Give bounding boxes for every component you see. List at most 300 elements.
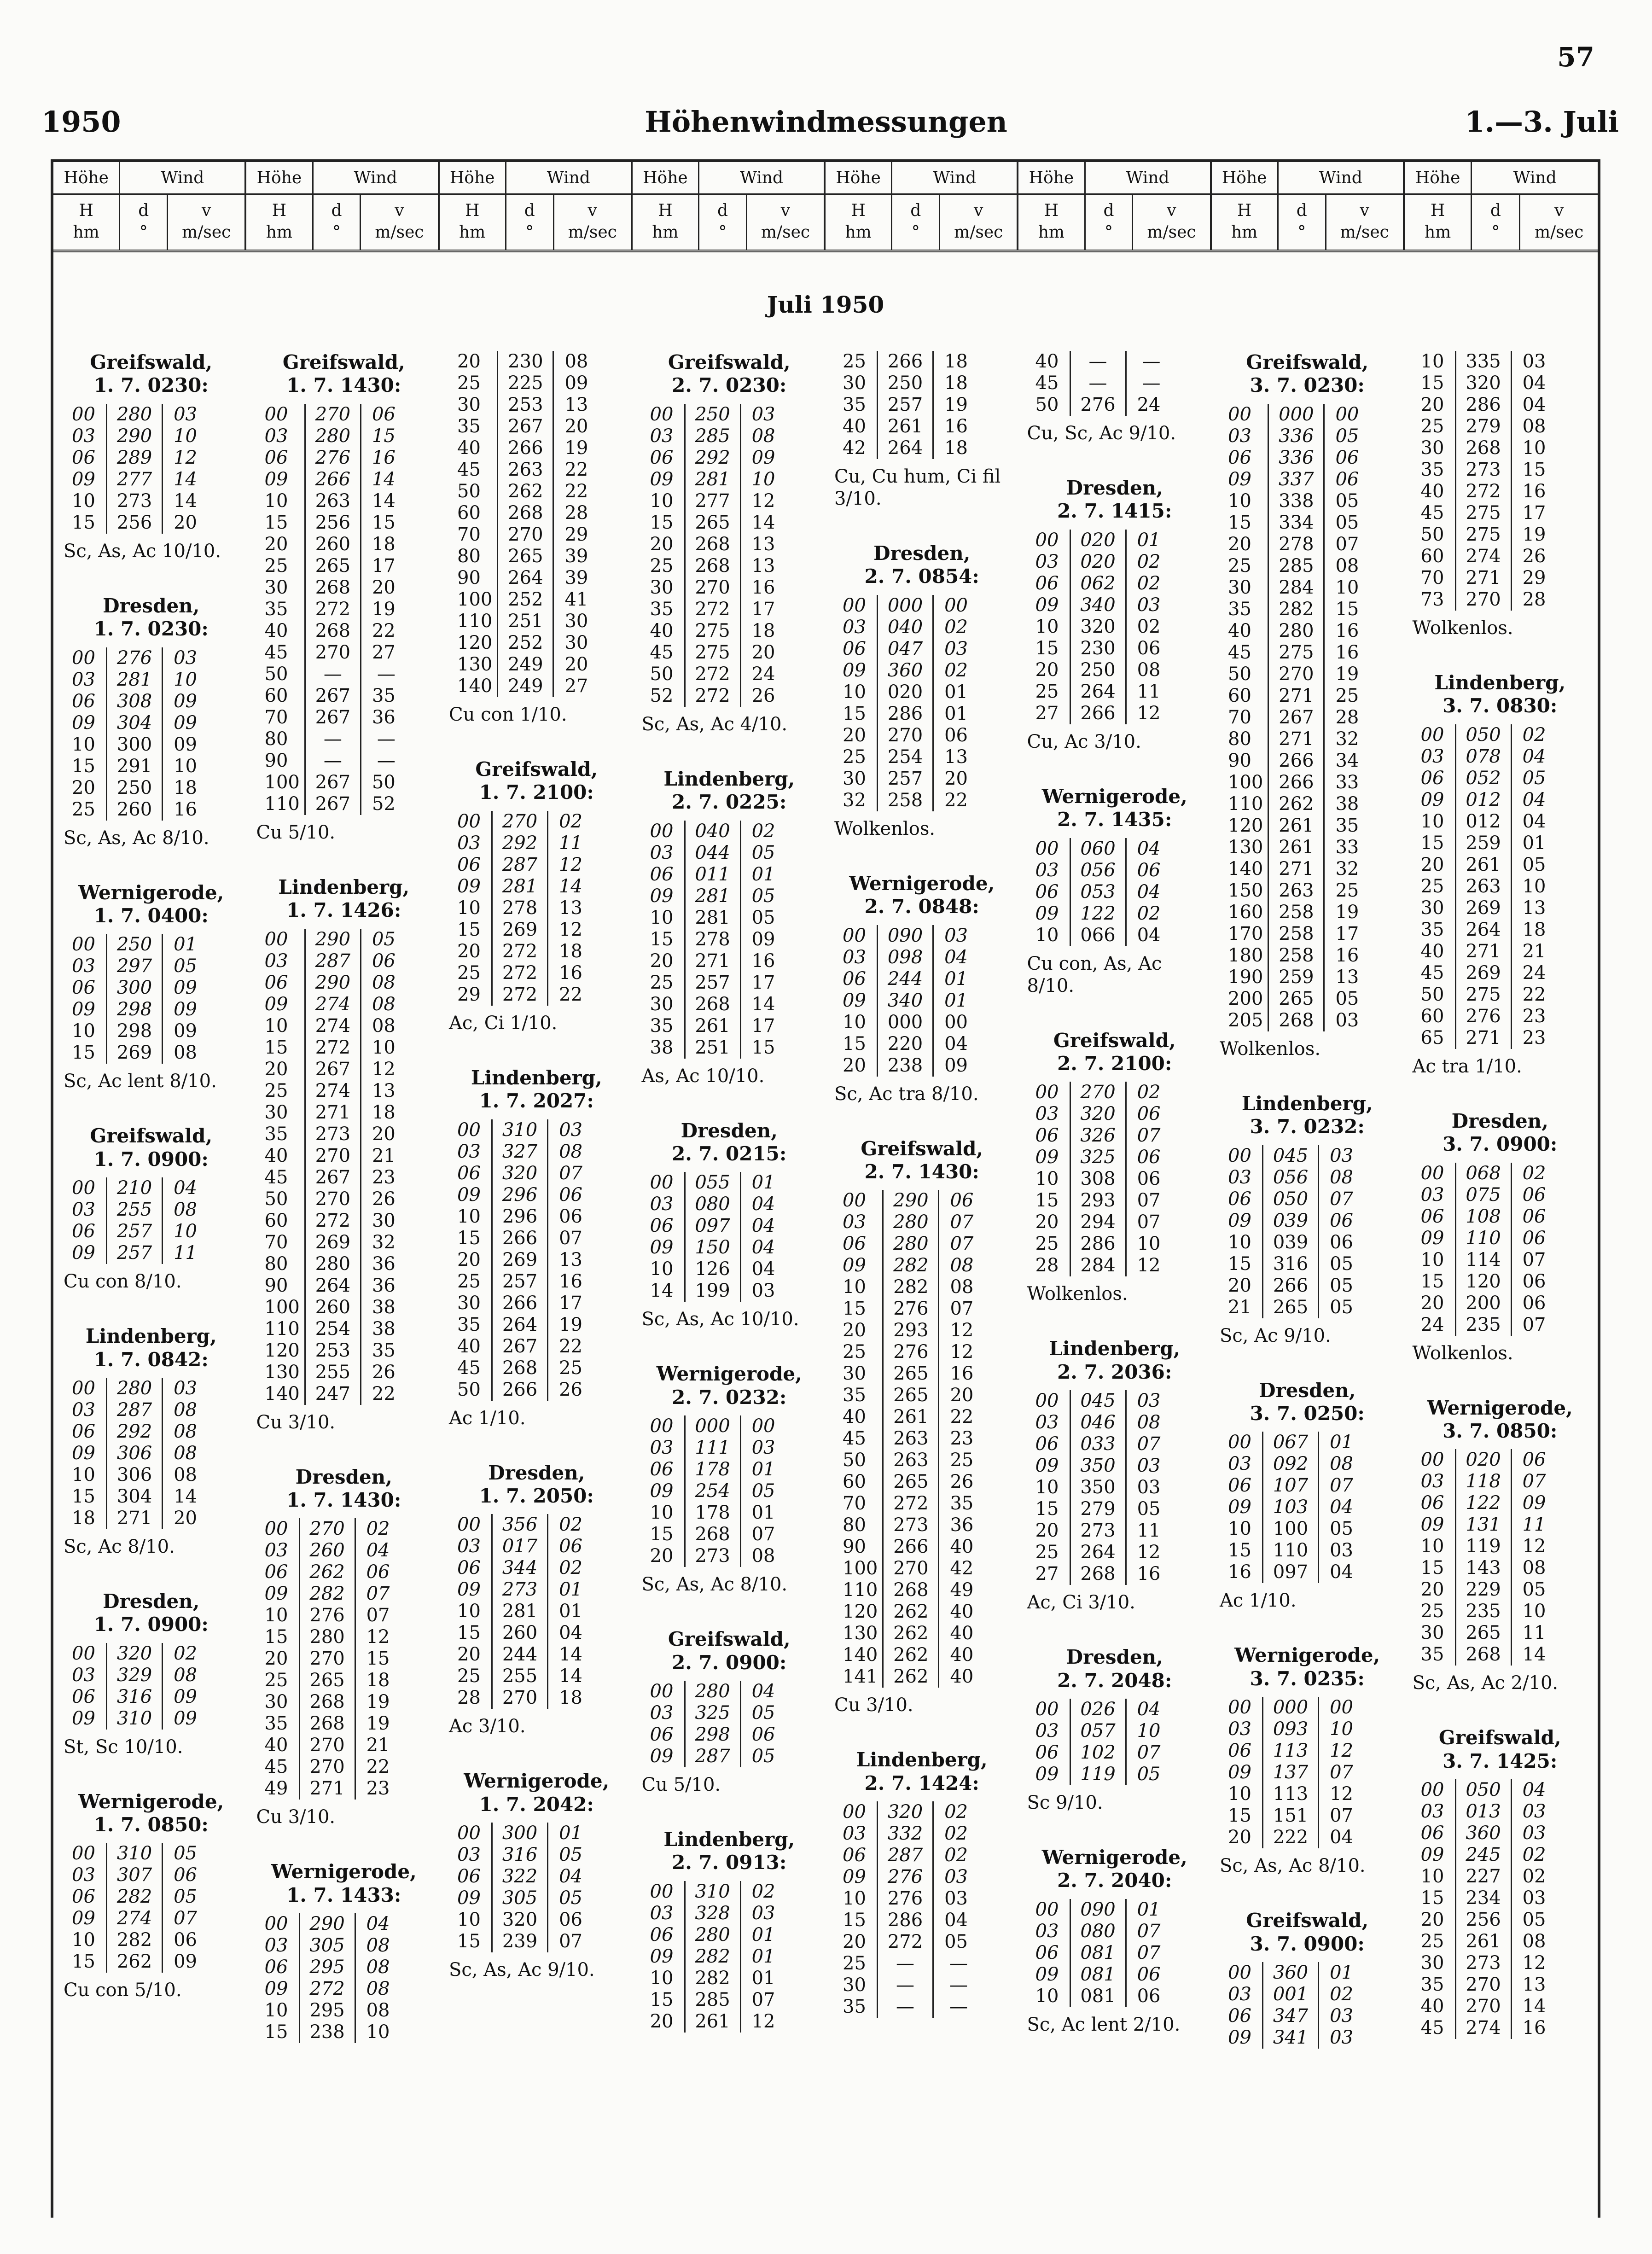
direction-cell: 295 bbox=[299, 1957, 355, 1978]
cloud-note: Wolkenlos. bbox=[1412, 1342, 1513, 1364]
direction-cell: 067 bbox=[1263, 1432, 1319, 1453]
table-row bbox=[646, 490, 780, 512]
direction-cell: 131 bbox=[1455, 1514, 1511, 1536]
height-cell: 60 bbox=[264, 1210, 288, 1231]
station-name: Lindenberg, bbox=[856, 1748, 988, 1771]
table-row bbox=[260, 1605, 395, 1626]
direction-cell: — bbox=[878, 1974, 933, 1996]
speed-cell: 03 bbox=[1522, 1823, 1546, 1844]
direction-cell: 280 bbox=[107, 404, 163, 425]
table-row bbox=[260, 728, 400, 750]
direction-cell: 020 bbox=[878, 681, 933, 703]
table-row bbox=[646, 1746, 780, 1767]
direction-cell: 279 bbox=[1070, 1498, 1126, 1520]
station-name: Dresden, bbox=[681, 1119, 778, 1142]
observation-time: 3. 7. 1425: bbox=[1443, 1749, 1558, 1772]
height-cell: 20 bbox=[1420, 1909, 1444, 1931]
speed-cell: — bbox=[1142, 373, 1161, 394]
direction-cell: 200 bbox=[1455, 1293, 1511, 1314]
speed-cell: 04 bbox=[366, 1913, 390, 1935]
table-row bbox=[1223, 577, 1363, 599]
direction-cell: 000 bbox=[685, 1415, 740, 1437]
direction-cell: 250 bbox=[107, 934, 163, 955]
station-name: Wernigerode, bbox=[1234, 1644, 1380, 1667]
sounding-block bbox=[64, 1790, 239, 2002]
direction-cell: 266 bbox=[305, 469, 361, 490]
sounding-block bbox=[1413, 1110, 1588, 1364]
speed-cell: 10 bbox=[1522, 437, 1546, 459]
speed-cell: — bbox=[377, 750, 396, 771]
height-cell: 03 bbox=[1035, 1720, 1059, 1741]
speed-cell: 01 bbox=[1330, 1962, 1353, 1983]
station-name: Wernigerode, bbox=[1041, 1846, 1187, 1869]
height-cell: 06 bbox=[1035, 1741, 1059, 1763]
speed-cell: 05 bbox=[1335, 512, 1359, 533]
speed-cell: 06 bbox=[1137, 1985, 1161, 2007]
table-row bbox=[1223, 945, 1363, 967]
cloud-note: Sc, As, Ac 8/10. bbox=[1220, 1855, 1366, 1877]
wind-table bbox=[1416, 1779, 1551, 2039]
height-cell: 50 bbox=[264, 663, 288, 685]
table-row bbox=[260, 1691, 395, 1713]
table-row bbox=[1223, 1432, 1358, 1453]
direction-cell: 262 bbox=[498, 481, 553, 502]
table-row bbox=[1223, 555, 1363, 577]
speed-cell: 07 bbox=[559, 1931, 582, 1952]
speed-cell: 07 bbox=[1137, 1920, 1161, 1942]
table-row bbox=[1031, 681, 1165, 703]
direction-cell: 275 bbox=[1455, 524, 1511, 546]
direction-cell: 097 bbox=[685, 1215, 740, 1237]
height-cell: 03 bbox=[264, 425, 288, 447]
direction-cell: 268 bbox=[685, 534, 740, 555]
table-row bbox=[67, 1508, 202, 1529]
wind-table bbox=[838, 1190, 978, 1688]
speed-cell: 13 bbox=[944, 746, 968, 768]
table-row bbox=[1223, 1540, 1358, 1561]
direction-cell: 001 bbox=[1263, 1984, 1319, 2005]
direction-cell: 254 bbox=[685, 1480, 740, 1502]
direction-cell: 262 bbox=[299, 1561, 355, 1583]
direction-cell: 310 bbox=[492, 1119, 548, 1141]
height-cell: 00 bbox=[1228, 1145, 1251, 1166]
height-cell: 06 bbox=[72, 447, 95, 468]
table-row bbox=[838, 768, 972, 790]
height-cell: 03 bbox=[1228, 1983, 1251, 2005]
table-row bbox=[1416, 1779, 1551, 1801]
station-name: Greifswald, bbox=[668, 351, 791, 373]
header-d: d bbox=[910, 201, 921, 221]
direction-cell: 045 bbox=[1263, 1145, 1319, 1167]
station-name: Wernigerode, bbox=[1427, 1396, 1573, 1419]
header-d: d bbox=[331, 201, 342, 221]
wind-table bbox=[838, 351, 972, 459]
height-cell: 25 bbox=[1035, 1233, 1059, 1255]
direction-cell: 286 bbox=[1455, 394, 1511, 416]
height-cell: 15 bbox=[843, 703, 866, 724]
height-cell: 20 bbox=[650, 1545, 674, 1567]
height-cell: 03 bbox=[457, 832, 481, 854]
cloud-note: Sc, As, Ac 10/10. bbox=[64, 540, 221, 562]
cloud-note: Cu con 1/10. bbox=[449, 704, 567, 725]
table-row bbox=[838, 660, 972, 681]
height-cell: 35 bbox=[843, 1385, 866, 1406]
height-cell: 06 bbox=[1228, 1188, 1251, 1210]
table-row bbox=[838, 416, 972, 437]
table-row bbox=[453, 1141, 587, 1163]
direction-cell: 292 bbox=[685, 447, 740, 469]
height-cell: 42 bbox=[843, 437, 866, 459]
height-cell: 30 bbox=[650, 993, 674, 1015]
speed-cell: 08 bbox=[564, 351, 588, 372]
height-cell: 06 bbox=[1228, 447, 1251, 468]
table-row bbox=[838, 1276, 978, 1298]
direction-cell: 347 bbox=[1263, 2005, 1319, 2027]
speed-cell: 08 bbox=[174, 1421, 197, 1442]
table-row bbox=[67, 1464, 202, 1486]
direction-cell: 000 bbox=[878, 1012, 933, 1033]
height-cell: 60 bbox=[457, 502, 481, 524]
height-cell: 40 bbox=[264, 1145, 288, 1166]
speed-cell: 12 bbox=[1137, 702, 1161, 724]
height-cell: 03 bbox=[264, 1540, 288, 1561]
direction-cell: 337 bbox=[1268, 469, 1324, 490]
table-row bbox=[67, 1020, 202, 1042]
height-cell: 10 bbox=[650, 1967, 674, 1989]
height-cell: 29 bbox=[457, 984, 481, 1005]
table-row bbox=[1031, 1190, 1165, 1211]
direction-cell: 000 bbox=[878, 595, 933, 617]
direction-cell: 320 bbox=[107, 1643, 163, 1665]
observation-time: 3. 7. 0232: bbox=[1250, 1115, 1365, 1138]
direction-cell: 316 bbox=[1263, 1253, 1319, 1275]
sounding-block bbox=[642, 1119, 817, 1331]
direction-cell: 257 bbox=[878, 768, 933, 790]
speed-cell: 01 bbox=[751, 1945, 775, 1967]
height-cell: 140 bbox=[457, 676, 493, 697]
direction-cell: 280 bbox=[305, 425, 361, 447]
speed-cell: 03 bbox=[174, 403, 197, 425]
table-row bbox=[1416, 941, 1551, 962]
table-row bbox=[1416, 1184, 1551, 1206]
height-cell: 00 bbox=[650, 1680, 674, 1702]
height-cell: 30 bbox=[843, 1363, 866, 1385]
cloud-note: Sc, Ac 8/10. bbox=[64, 1536, 175, 1557]
speed-cell: 09 bbox=[1522, 1492, 1546, 1514]
station-name: Dresden, bbox=[1451, 1109, 1548, 1132]
height-cell: 80 bbox=[843, 1514, 866, 1536]
height-cell: 10 bbox=[650, 1502, 674, 1524]
direction-cell: 270 bbox=[299, 1735, 355, 1756]
table-row bbox=[67, 669, 202, 691]
speed-cell: 14 bbox=[559, 1644, 582, 1666]
height-cell: 15 bbox=[1420, 1270, 1444, 1292]
height-cell: 27 bbox=[1035, 1563, 1059, 1585]
header-deg: ° bbox=[1297, 223, 1306, 242]
height-cell: 09 bbox=[264, 468, 288, 490]
table-row bbox=[1416, 768, 1551, 789]
header-hm: hm bbox=[73, 223, 99, 242]
wind-table bbox=[646, 1881, 780, 2033]
height-cell: 06 bbox=[72, 690, 95, 712]
height-cell: 09 bbox=[1035, 1963, 1059, 1985]
direction-cell: 340 bbox=[1070, 594, 1126, 616]
speed-cell: 05 bbox=[1137, 1498, 1161, 1520]
wind-table bbox=[646, 1415, 780, 1567]
direction-cell: 122 bbox=[1455, 1492, 1511, 1514]
speed-cell: 04 bbox=[1522, 1779, 1546, 1801]
height-cell: 30 bbox=[650, 577, 674, 598]
sounding-block bbox=[1413, 1726, 1588, 2039]
height-cell: 15 bbox=[650, 928, 674, 950]
table-row bbox=[260, 1626, 395, 1648]
height-cell: 80 bbox=[1228, 728, 1251, 750]
speed-cell: 36 bbox=[372, 1275, 396, 1296]
table-row bbox=[838, 1298, 978, 1320]
table-row bbox=[1223, 642, 1363, 664]
height-cell: 20 bbox=[264, 1058, 288, 1080]
direction-cell: 250 bbox=[1070, 659, 1126, 681]
direction-cell: 267 bbox=[498, 416, 553, 437]
direction-cell: 254 bbox=[878, 746, 933, 768]
direction-cell: 270 bbox=[299, 1756, 355, 1778]
height-cell: 10 bbox=[1420, 810, 1444, 832]
height-cell: 25 bbox=[457, 1666, 481, 1687]
table-row bbox=[67, 1908, 202, 1929]
cloud-note: Ac, Ci 1/10. bbox=[449, 1012, 558, 1034]
cloud-note: As, Ac 10/10. bbox=[641, 1065, 765, 1087]
sounding-block bbox=[834, 1137, 1010, 1717]
table-row bbox=[838, 1211, 978, 1233]
direction-cell: 320 bbox=[1455, 373, 1511, 394]
sounding-block bbox=[64, 594, 239, 849]
table-row bbox=[453, 962, 587, 984]
header-hoehe: Höhe bbox=[633, 162, 699, 193]
speed-cell: 04 bbox=[1330, 1827, 1353, 1848]
speed-cell: 01 bbox=[944, 703, 968, 724]
direction-cell: 098 bbox=[878, 947, 933, 968]
table-row bbox=[1416, 833, 1551, 854]
table-row bbox=[1416, 789, 1551, 811]
table-row bbox=[1031, 351, 1165, 373]
direction-cell: 150 bbox=[685, 1237, 740, 1258]
direction-cell: 273 bbox=[305, 1124, 361, 1145]
direction-cell: 040 bbox=[878, 617, 933, 638]
height-cell: 00 bbox=[1035, 529, 1059, 551]
sounding-block bbox=[1220, 1909, 1395, 2049]
height-cell: 06 bbox=[72, 977, 95, 999]
speed-cell: 23 bbox=[950, 1428, 974, 1450]
direction-cell: 265 bbox=[299, 1670, 355, 1691]
table-row bbox=[1416, 1996, 1551, 2017]
header-hm: hm bbox=[652, 223, 679, 242]
direction-cell: 102 bbox=[1070, 1742, 1126, 1764]
sounding-block bbox=[449, 1066, 624, 1429]
speed-cell: 05 bbox=[1330, 1275, 1353, 1296]
data-columns bbox=[57, 351, 1594, 2081]
table-row bbox=[646, 1459, 780, 1480]
table-row bbox=[67, 647, 202, 669]
speed-cell: 12 bbox=[950, 1320, 974, 1341]
direction-cell: 261 bbox=[685, 1015, 740, 1037]
speed-cell: 17 bbox=[751, 1015, 775, 1037]
speed-cell: 01 bbox=[751, 1924, 775, 1945]
height-cell: 06 bbox=[1035, 572, 1059, 594]
speed-cell: 08 bbox=[174, 1464, 197, 1485]
table-row bbox=[1223, 1188, 1358, 1210]
direction-cell: 275 bbox=[685, 620, 740, 642]
direction-cell: 267 bbox=[305, 1059, 361, 1080]
table-row bbox=[67, 1708, 202, 1730]
direction-cell: 273 bbox=[1455, 1952, 1511, 1974]
observation-time: 2. 7. 1435: bbox=[1057, 808, 1172, 831]
table-row bbox=[838, 1996, 972, 2018]
direction-cell: 290 bbox=[305, 929, 361, 950]
header-h: H bbox=[1430, 201, 1445, 221]
direction-cell: 282 bbox=[1268, 599, 1324, 620]
header-deg: ° bbox=[139, 223, 148, 242]
height-cell: 00 bbox=[843, 1801, 866, 1823]
direction-cell: 273 bbox=[1455, 459, 1511, 481]
height-cell: 06 bbox=[457, 854, 481, 875]
height-cell: 10 bbox=[264, 1605, 288, 1626]
sounding-block bbox=[449, 1462, 624, 1738]
table-row bbox=[260, 929, 400, 950]
speed-cell: 08 bbox=[366, 1957, 390, 1978]
header-deg: ° bbox=[911, 223, 920, 242]
height-cell: 30 bbox=[843, 373, 866, 394]
observation-time: 2. 7. 0913: bbox=[672, 1851, 787, 1874]
speed-cell: 22 bbox=[559, 984, 582, 1005]
speed-cell: 01 bbox=[559, 1601, 582, 1622]
table-row bbox=[1223, 1827, 1358, 1848]
table-row bbox=[453, 1336, 587, 1357]
height-cell: 00 bbox=[1035, 1698, 1059, 1720]
speed-cell: 03 bbox=[1330, 1540, 1353, 1561]
table-row bbox=[1223, 512, 1363, 534]
table-row bbox=[838, 703, 972, 725]
speed-cell: 06 bbox=[1137, 1103, 1161, 1125]
height-cell: 06 bbox=[843, 1233, 866, 1255]
speed-cell: 13 bbox=[1522, 897, 1546, 919]
height-cell: 10 bbox=[1420, 1866, 1444, 1887]
speed-cell: 22 bbox=[559, 1335, 582, 1357]
speed-cell: 02 bbox=[944, 616, 968, 638]
speed-cell: 05 bbox=[1330, 1253, 1353, 1275]
observation-time: 1. 7. 1430: bbox=[286, 1488, 401, 1511]
table-row bbox=[838, 437, 972, 459]
speed-cell: 07 bbox=[1137, 1433, 1161, 1455]
table-row bbox=[838, 1255, 978, 1276]
speed-cell: 09 bbox=[174, 1686, 197, 1707]
speed-cell: 12 bbox=[174, 447, 197, 468]
table-row bbox=[1031, 1211, 1165, 1233]
speed-cell: 05 bbox=[174, 1843, 197, 1864]
table-row bbox=[260, 1540, 395, 1561]
table-row bbox=[646, 1524, 780, 1545]
table-row bbox=[838, 1012, 972, 1033]
speed-cell: 03 bbox=[1137, 1390, 1161, 1412]
height-cell: 25 bbox=[457, 373, 481, 394]
direction-cell: 281 bbox=[107, 669, 163, 691]
speed-cell: 04 bbox=[944, 1910, 968, 1931]
table-row bbox=[646, 1502, 780, 1524]
speed-cell: 03 bbox=[1330, 2027, 1353, 2048]
header-v: v bbox=[1167, 201, 1176, 221]
height-cell: 03 bbox=[1420, 746, 1444, 767]
table-row bbox=[260, 1518, 395, 1540]
speed-cell: 15 bbox=[1335, 598, 1359, 620]
wind-table bbox=[1031, 351, 1165, 416]
table-row bbox=[260, 1913, 395, 1935]
height-cell: 25 bbox=[264, 1670, 288, 1691]
direction-cell: 316 bbox=[492, 1844, 548, 1866]
height-cell: 09 bbox=[457, 1887, 481, 1909]
direction-cell: 262 bbox=[883, 1644, 939, 1666]
speed-cell: 07 bbox=[559, 1162, 582, 1184]
speed-cell: 32 bbox=[1335, 858, 1359, 879]
speed-cell: 04 bbox=[1137, 838, 1161, 859]
station-name: Wernigerode, bbox=[464, 1770, 610, 1793]
sounding-block bbox=[1220, 1379, 1395, 1612]
table-row bbox=[1031, 1742, 1165, 1764]
direction-cell: 280 bbox=[305, 1253, 361, 1275]
direction-cell: 264 bbox=[498, 567, 553, 589]
speed-cell: 52 bbox=[372, 793, 396, 815]
speed-cell: 28 bbox=[1522, 589, 1546, 610]
direction-cell: 013 bbox=[1455, 1801, 1511, 1823]
direction-cell: 268 bbox=[1070, 1563, 1126, 1585]
cloud-note: Cu, Sc, Ac 9/10. bbox=[1027, 423, 1176, 444]
table-row bbox=[1416, 351, 1551, 373]
speed-cell: 08 bbox=[174, 1399, 197, 1421]
speed-cell: 07 bbox=[174, 1908, 197, 1929]
direction-cell: 267 bbox=[305, 1167, 361, 1188]
speed-cell: 17 bbox=[751, 598, 775, 620]
speed-cell: 07 bbox=[751, 1524, 775, 1545]
speed-cell: 04 bbox=[751, 1680, 775, 1702]
height-cell: 00 bbox=[72, 1843, 95, 1864]
table-row bbox=[453, 984, 587, 1006]
height-cell: 190 bbox=[1228, 966, 1263, 988]
height-cell: 03 bbox=[72, 1664, 95, 1686]
table-row bbox=[1223, 490, 1363, 512]
table-row bbox=[453, 1909, 587, 1931]
cloud-note: Sc 9/10. bbox=[1027, 1792, 1103, 1813]
station-name: Dresden, bbox=[295, 1465, 392, 1488]
wind-table bbox=[67, 647, 202, 821]
speed-cell: 04 bbox=[1522, 789, 1546, 810]
table-row bbox=[646, 885, 780, 907]
direction-cell: 078 bbox=[1455, 746, 1511, 768]
direction-cell: 269 bbox=[1455, 897, 1511, 919]
direction-cell: 332 bbox=[878, 1823, 933, 1845]
height-cell: 15 bbox=[72, 512, 95, 533]
height-cell: 00 bbox=[1228, 1697, 1251, 1718]
speed-cell: 12 bbox=[1522, 1952, 1546, 1974]
height-cell: 10 bbox=[1035, 1477, 1059, 1498]
height-cell: 00 bbox=[1420, 1779, 1444, 1801]
speed-cell: 04 bbox=[1522, 746, 1546, 767]
table-row bbox=[838, 968, 972, 990]
station-name: Dresden, bbox=[103, 1590, 200, 1613]
speed-cell: 18 bbox=[944, 437, 968, 459]
speed-cell: 02 bbox=[751, 1881, 775, 1902]
table-row bbox=[1031, 659, 1165, 681]
direction-cell: — bbox=[305, 750, 361, 772]
speed-cell: 07 bbox=[1522, 1471, 1546, 1492]
speed-cell: 05 bbox=[751, 1480, 775, 1502]
